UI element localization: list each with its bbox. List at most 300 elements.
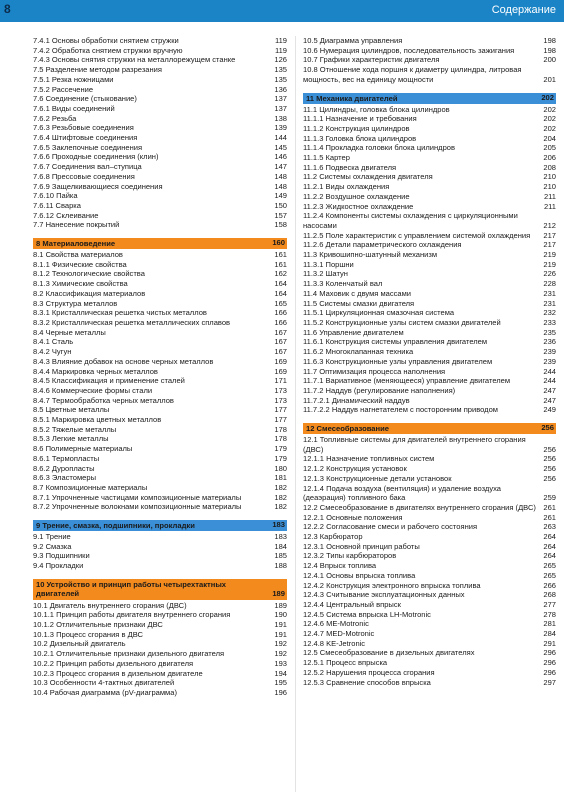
toc-entry-page: 198 <box>543 36 556 45</box>
toc-entry-title: 11.3.3 Коленчатый вал <box>303 279 383 289</box>
toc-entry[interactable] <box>303 571 556 581</box>
toc-entry-page: 161 <box>274 259 287 269</box>
toc-entry[interactable] <box>33 182 287 192</box>
toc-entry[interactable] <box>33 220 287 230</box>
toc-entry-title: 9.3 Подшипники <box>33 551 90 561</box>
toc-entry-title: 11.4 Маховик с двумя массами <box>303 288 412 298</box>
toc-entry-page: 191 <box>274 629 287 639</box>
toc-entry[interactable] <box>33 601 287 611</box>
toc-entry[interactable] <box>33 191 287 201</box>
chapter-heading[interactable] <box>303 93 556 104</box>
toc-entry-page: 244 <box>543 376 556 386</box>
toc-entry-title: 12.4.2 Конструкция электронного впрыска топлива <box>303 580 481 590</box>
toc-entry-page: 166 <box>274 308 287 318</box>
toc-entry-page: 219 <box>543 250 556 260</box>
toc-entry[interactable] <box>33 464 287 474</box>
toc-entry[interactable] <box>303 308 556 318</box>
toc-entry-title: 7.6.12 Склеивание <box>33 210 99 220</box>
chapter-heading[interactable] <box>303 423 556 434</box>
toc-entry[interactable] <box>33 347 287 357</box>
toc-entry-page: 135 <box>274 74 287 84</box>
toc-entry[interactable] <box>303 386 556 396</box>
toc-entry[interactable] <box>303 65 556 84</box>
toc-entry-title: 11.7 Оптимизация процесса наполнения <box>303 366 446 376</box>
toc-entry[interactable] <box>303 202 556 212</box>
toc-entry-title: 8.7.2 Упрочненные волокнами композиционные материалы <box>33 502 242 512</box>
toc-entry-page: 228 <box>543 279 556 289</box>
toc-entry-title: 8.7.1 Упрочненные частицами композиционные материалы <box>33 492 242 502</box>
toc-entry[interactable] <box>33 337 287 347</box>
toc-entry-title: 9 Трение, смазка, подшипники, прокладки <box>36 521 195 531</box>
toc-entry-title: 12.5 Смесеобразование в дизельных двигателях <box>303 648 475 658</box>
toc-entry[interactable] <box>303 581 556 591</box>
toc-entry-page: 126 <box>274 55 287 65</box>
toc-entry-page: 264 <box>543 532 556 542</box>
toc-entry-title: 8.4.7 Термообработка черных металлов <box>33 395 174 405</box>
toc-entry-page: 157 <box>274 210 287 220</box>
toc-entry-page: 256 <box>543 473 556 483</box>
toc-entry-title: 11.5.1 Циркуляционная смазочная система <box>303 308 455 318</box>
toc-entry[interactable] <box>33 250 287 260</box>
toc-entry[interactable] <box>303 405 556 415</box>
toc-entry[interactable] <box>33 639 287 649</box>
toc-entry-page: 164 <box>274 279 287 289</box>
toc-entry[interactable] <box>33 678 287 688</box>
toc-entry[interactable] <box>303 250 556 260</box>
toc-entry-page: 162 <box>274 269 287 279</box>
toc-entry-title: 10.2 Дизельный двигатель <box>33 639 126 649</box>
toc-entry-page: 136 <box>274 84 287 94</box>
toc-entry-page: 119 <box>274 36 287 45</box>
toc-entry[interactable] <box>33 75 287 85</box>
toc-entry-page: 211 <box>543 191 556 201</box>
toc-entry-title: 8.3 Структура металлов <box>33 298 118 308</box>
toc-entry[interactable] <box>303 668 556 678</box>
toc-entry-title: 11.6 Управление двигателем <box>303 327 404 337</box>
toc-entry-page: 182 <box>274 502 287 512</box>
toc-entry-title: 12.3 Карбюратор <box>303 532 363 542</box>
toc-entry-page: 256 <box>543 444 556 454</box>
toc-entry-title: 8.4.6 Коммерческие формы стали <box>33 385 153 395</box>
toc-entry-title: 10.1.1 Принцип работы двигателя внутреннего сгорания <box>33 610 231 620</box>
toc-entry-page: 210 <box>543 172 556 182</box>
toc-entry[interactable] <box>303 182 556 192</box>
column-divider <box>295 36 296 792</box>
toc-entry-page: 173 <box>274 385 287 395</box>
toc-entry[interactable] <box>33 425 287 435</box>
toc-entry-page: 144 <box>274 133 287 143</box>
toc-entry-page: 261 <box>543 502 556 512</box>
toc-entry[interactable] <box>303 357 556 367</box>
toc-entry-title: 11.7.2.2 Наддув нагнетателем с посторонним приводом <box>303 405 498 415</box>
toc-entry-title: 10.2.2 Принцип работы дизельного двигателя <box>33 658 194 668</box>
toc-entry[interactable] <box>33 36 287 46</box>
toc-entry[interactable] <box>303 454 556 464</box>
toc-entry[interactable] <box>303 600 556 610</box>
toc-entry[interactable] <box>33 299 287 309</box>
toc-entry[interactable] <box>303 231 556 241</box>
toc-entry-title: 7.6.10 Пайка <box>33 191 78 201</box>
toc-entry[interactable] <box>303 114 556 124</box>
toc-entry[interactable] <box>303 464 556 474</box>
toc-entry-title: 10.2.3 Процесс сгорания в дизельном двигателе <box>33 668 203 678</box>
toc-entry[interactable] <box>303 435 556 454</box>
toc-entry[interactable] <box>33 94 287 104</box>
toc-entry[interactable] <box>303 503 556 513</box>
toc-entry-title: 10.8 Отношение хода поршня к диаметру цилиндра, литровая мощность, вес на единицу мощности <box>303 65 522 84</box>
toc-entry[interactable] <box>33 46 287 56</box>
toc-entry[interactable] <box>33 620 287 630</box>
toc-entry-title: 8.4.3 Влияние добавок на основе черных металлов <box>33 356 214 366</box>
toc-entry-title: 8.6.2 Дуропласты <box>33 463 95 473</box>
toc-entry[interactable] <box>33 55 287 65</box>
toc-entry[interactable] <box>303 590 556 600</box>
toc-entry[interactable] <box>33 415 287 425</box>
toc-entry[interactable] <box>303 513 556 523</box>
toc-entry-page: 161 <box>274 250 287 260</box>
toc-entry-title: 8.5.2 Тяжелые металлы <box>33 424 117 434</box>
toc-entry-page: 202 <box>543 123 556 133</box>
toc-entry-page: 178 <box>274 434 287 444</box>
toc-entry[interactable] <box>33 396 287 406</box>
toc-entry[interactable] <box>33 405 287 415</box>
toc-entry-page: 256 <box>543 464 556 474</box>
toc-entry[interactable] <box>303 678 556 688</box>
toc-entry-page: 265 <box>543 561 556 571</box>
toc-entry[interactable] <box>303 522 556 532</box>
toc-entry-page: 183 <box>274 532 287 542</box>
toc-entry-title: 8.7 Композиционные материалы <box>33 482 148 492</box>
toc-entry-title: 11.6.3 Конструкционные узлы управления двигателем <box>303 356 493 366</box>
toc-entry[interactable] <box>303 172 556 182</box>
toc-entry-title: 11.3 Кривошипно-шатунный механизм <box>303 250 438 260</box>
toc-entry-page: 198 <box>543 45 556 55</box>
toc-entry[interactable] <box>33 610 287 620</box>
toc-entry-page: 226 <box>543 269 556 279</box>
toc-entry[interactable] <box>303 619 556 629</box>
toc-entry-page: 217 <box>543 230 556 240</box>
toc-entry-page: 167 <box>274 347 287 357</box>
toc-entry[interactable] <box>33 473 287 483</box>
toc-entry[interactable] <box>33 65 287 75</box>
toc-entry-title: 7.7 Нанесение покрытий <box>33 220 120 230</box>
toc-entry[interactable] <box>33 561 287 571</box>
toc-entry[interactable] <box>303 192 556 202</box>
toc-entry-page: 278 <box>543 609 556 619</box>
toc-entry-page: 263 <box>543 522 556 532</box>
toc-entry-page: 208 <box>543 162 556 172</box>
toc-entry-title: 7.4.3 Основы снятия стружки на металлорежущем станке <box>33 55 236 65</box>
toc-entry[interactable] <box>303 561 556 571</box>
toc-entry[interactable] <box>303 211 556 230</box>
toc-entry-page: 264 <box>543 551 556 561</box>
toc-entry[interactable] <box>303 36 556 46</box>
toc-entry-title: 8.6 Полимерные материалы <box>33 444 133 454</box>
toc-entry[interactable] <box>303 289 556 299</box>
toc-entry[interactable] <box>33 123 287 133</box>
toc-entry-title: 11.1.4 Прокладка головки блока цилиндров <box>303 143 455 153</box>
toc-entry[interactable] <box>303 367 556 377</box>
toc-entry[interactable] <box>33 483 287 493</box>
toc-entry[interactable] <box>303 610 556 620</box>
toc-entry[interactable] <box>303 318 556 328</box>
toc-entry[interactable] <box>33 133 287 143</box>
toc-entry-page: 261 <box>543 512 556 522</box>
toc-entry[interactable] <box>33 114 287 124</box>
toc-entry-title: 12.4.3 Считывание эксплуатационных данных <box>303 590 465 600</box>
toc-entry-page: 204 <box>543 133 556 143</box>
toc-entry-title: 8.6.1 Термопласты <box>33 453 100 463</box>
toc-entry[interactable] <box>303 134 556 144</box>
toc-entry[interactable] <box>303 542 556 552</box>
toc-entry-page: 192 <box>274 639 287 649</box>
toc-entry-page: 296 <box>543 648 556 658</box>
toc-entry-title: 12.4.7 MED-Motronic <box>303 629 375 639</box>
toc-entry[interactable] <box>303 328 556 338</box>
toc-entry-page: 177 <box>274 415 287 425</box>
toc-entry-title: 12.4.5 Система впрыска LH-Motronic <box>303 609 431 619</box>
toc-entry-page: 160 <box>272 238 285 248</box>
toc-entry-title: 7.6.2 Резьба <box>33 113 77 123</box>
toc-entry-title: 10.1.3 Процесс сгорания в ДВС <box>33 629 143 639</box>
toc-entry-title: 7.5.1 Резка ножницами <box>33 74 114 84</box>
toc-entry[interactable] <box>303 639 556 649</box>
toc-entry[interactable] <box>303 143 556 153</box>
toc-entry-title: 8.1.1 Физические свойства <box>33 259 127 269</box>
toc-entry-title: 12.4.1 Основы впрыска топлива <box>303 570 416 580</box>
chapter-heading[interactable] <box>33 238 287 249</box>
toc-entry-page: 236 <box>543 337 556 347</box>
toc-entry-title: 11.1 Цилиндры, головка блока цилиндров <box>303 104 450 114</box>
toc-entry-title: 11.1.6 Подвеска двигателя <box>303 162 397 172</box>
toc-entry-title: 11.5.2 Конструкционные узлы систем смазки двигателей <box>303 317 501 327</box>
toc-entry-page: 201 <box>543 74 556 84</box>
toc-entry-page: 167 <box>274 327 287 337</box>
toc-entry[interactable] <box>303 396 556 406</box>
toc-entry[interactable] <box>33 172 287 182</box>
toc-entry[interactable] <box>303 260 556 270</box>
toc-entry[interactable] <box>303 279 556 289</box>
toc-entry[interactable] <box>33 376 287 386</box>
toc-entry[interactable] <box>33 688 287 698</box>
toc-entry-page: 189 <box>272 589 285 599</box>
toc-entry[interactable] <box>33 367 287 377</box>
toc-entry-title: 8.3.1 Кристаллическая решетка чистых металлов <box>33 308 207 318</box>
toc-entry[interactable] <box>33 386 287 396</box>
toc-entry-page: 239 <box>543 347 556 357</box>
toc-entry[interactable] <box>33 434 287 444</box>
toc-entry-title: 12.3.1 Основной принцип работы <box>303 541 420 551</box>
toc-entry[interactable] <box>33 532 287 542</box>
toc-entry-page: 119 <box>274 45 287 55</box>
toc-entry[interactable] <box>33 162 287 172</box>
toc-entry-title: 12.2.2 Согласование смеси и рабочего состояния <box>303 522 478 532</box>
toc-entry-title: 7.6.9 Защелкивающиеся соединения <box>33 181 163 191</box>
toc-entry[interactable] <box>33 143 287 153</box>
toc-entry[interactable] <box>303 163 556 173</box>
toc-entry-title: 12.1.3 Конструкционные детали установок <box>303 473 452 483</box>
toc-entry[interactable] <box>33 279 287 289</box>
toc-entry-page: 146 <box>274 152 287 162</box>
toc-entry-title: 11.5 Системы смазки двигателя <box>303 298 415 308</box>
toc-entry[interactable] <box>303 648 556 658</box>
toc-entry-title: 7.5 Разделение методом разрезания <box>33 65 162 75</box>
toc-entry-title: 12.3.2 Типы карбюраторов <box>303 551 397 561</box>
toc-entry[interactable] <box>33 289 287 299</box>
toc-entry-page: 164 <box>274 288 287 298</box>
toc-entry[interactable] <box>33 542 287 552</box>
toc-entry-page: 189 <box>274 600 287 610</box>
toc-entry-title: 12.2 Смесеобразование в двигателях внутреннего сгорания (ДВС) <box>303 502 536 512</box>
toc-entry-title: 11.2 Системы охлаждения двигателя <box>303 172 433 182</box>
toc-entry[interactable] <box>303 55 556 65</box>
toc-entry-page: 183 <box>272 520 285 530</box>
toc-entry-page: 192 <box>274 649 287 659</box>
toc-entry-page: 191 <box>274 620 287 630</box>
toc-entry-title: 12.4.4 Центральный впрыск <box>303 599 401 609</box>
toc-entry-page: 211 <box>543 201 556 211</box>
toc-entry-title: 12.1.4 Подача воздуха (вентиляция) и удаление воздуха (деаэрация) топливного бака <box>303 483 501 503</box>
toc-entry-page: 235 <box>543 327 556 337</box>
toc-entry[interactable] <box>33 152 287 162</box>
toc-entry-page: 244 <box>543 366 556 376</box>
toc-entry-page: 202 <box>543 104 556 114</box>
toc-entry[interactable] <box>33 454 287 464</box>
toc-entry[interactable] <box>33 551 287 561</box>
toc-entry[interactable] <box>33 318 287 328</box>
toc-entry[interactable] <box>303 46 556 56</box>
toc-entry-title: 7.6 Соединение (стыкование) <box>33 94 137 104</box>
toc-entry[interactable] <box>33 308 287 318</box>
toc-entry[interactable] <box>303 629 556 639</box>
toc-entry-title: 11.2.3 Жидкостное охлаждение <box>303 201 414 211</box>
toc-entry[interactable] <box>33 659 287 669</box>
toc-entry-title: 8.5 Цветные металлы <box>33 405 110 415</box>
toc-entry[interactable] <box>33 260 287 270</box>
toc-entry[interactable] <box>303 299 556 309</box>
toc-entry-title: 8.4.2 Чугун <box>33 347 72 357</box>
toc-entry[interactable] <box>33 269 287 279</box>
toc-entry-page: 173 <box>274 395 287 405</box>
toc-entry-title: 10.1.2 Отличительные признаки ДВС <box>33 620 163 630</box>
toc-entry[interactable] <box>303 347 556 357</box>
toc-entry[interactable] <box>33 211 287 221</box>
toc-entry-page: 217 <box>543 240 556 250</box>
header-bar <box>0 0 564 22</box>
toc-entry[interactable] <box>33 630 287 640</box>
toc-entry[interactable] <box>303 269 556 279</box>
toc-entry-page: 247 <box>543 395 556 405</box>
toc-entry[interactable] <box>33 649 287 659</box>
toc-entry[interactable] <box>303 105 556 115</box>
toc-entry-title: 12.2.1 Основные положения <box>303 512 403 522</box>
toc-entry[interactable] <box>303 484 556 503</box>
toc-entry-title: 12.4.8 KE-Jetronic <box>303 638 366 648</box>
toc-entry[interactable] <box>33 669 287 679</box>
toc-entry-title: 11.2.1 Виды охлаждения <box>303 182 390 192</box>
toc-entry-page: 291 <box>543 638 556 648</box>
toc-entry[interactable] <box>303 474 556 484</box>
toc-entry-title: 11.2.6 Детали параметрического охлаждения <box>303 240 462 250</box>
toc-entry[interactable] <box>33 357 287 367</box>
toc-entry[interactable] <box>303 551 556 561</box>
toc-entry-title: 8.1.3 Химические свойства <box>33 279 128 289</box>
toc-entry-title: 11.2.4 Компоненты системы охлаждения с циркуляционными насосами <box>303 211 518 230</box>
toc-entry-page: 296 <box>543 667 556 677</box>
toc-entry-page: 297 <box>543 677 556 687</box>
toc-entry[interactable] <box>303 337 556 347</box>
toc-entry-title: 12.4 Впрыск топлива <box>303 561 377 571</box>
toc-entry-title: 10.7 Графики характеристик двигателя <box>303 55 440 65</box>
toc-entry-page: 167 <box>274 337 287 347</box>
toc-entry-page: 169 <box>274 356 287 366</box>
toc-entry-title: 11 Механика двигателей <box>306 93 398 103</box>
toc-entry-title: 7.6.3 Резьбовые соединения <box>33 123 134 133</box>
toc-entry-title: 11.6.1 Конструкция системы управления двигателем <box>303 337 488 347</box>
toc-entry-page: 196 <box>274 688 287 697</box>
toc-entry-page: 256 <box>543 454 556 464</box>
toc-entry[interactable] <box>303 658 556 668</box>
toc-entry[interactable] <box>33 201 287 211</box>
toc-entry[interactable] <box>303 532 556 542</box>
toc-entry-page: 166 <box>274 317 287 327</box>
toc-entry-title: 10.4 Рабочая диаграмма (pV-диаграмма) <box>33 688 177 697</box>
toc-entry[interactable] <box>33 328 287 338</box>
toc-entry-page: 190 <box>274 610 287 620</box>
toc-entry[interactable] <box>303 376 556 386</box>
toc-entry[interactable] <box>33 85 287 95</box>
toc-entry-title: 7.6.4 Штифтовые соединения <box>33 133 138 143</box>
toc-entry-title: 8.6.3 Эластомеры <box>33 473 97 483</box>
toc-entry-page: 137 <box>274 103 287 113</box>
toc-entry-page: 264 <box>543 541 556 551</box>
toc-entry-title: 12.5.1 Процесс впрыска <box>303 658 388 668</box>
toc-entry-page: 194 <box>274 668 287 678</box>
toc-entry-page: 239 <box>543 356 556 366</box>
toc-entry[interactable] <box>33 104 287 114</box>
toc-entry-page: 212 <box>543 220 556 230</box>
toc-entry-page: 202 <box>541 92 554 102</box>
toc-entry[interactable] <box>303 240 556 250</box>
toc-entry-title: 10.1 Двигатель внутреннего сгорания (ДВС) <box>33 600 187 610</box>
toc-entry[interactable] <box>33 493 287 503</box>
toc-entry-title: 10.5 Диаграмма управления <box>303 36 403 45</box>
toc-entry-title: 11.7.2 Наддув (регулирование наполнения) <box>303 385 456 395</box>
chapter-heading[interactable] <box>33 579 287 600</box>
toc-entry-page: 182 <box>274 492 287 502</box>
toc-entry-page: 158 <box>274 220 287 230</box>
toc-entry-title: 11.7.2.1 Динамический наддув <box>303 395 410 405</box>
toc-entry-title: 7.6.5 Заклепочные соединения <box>33 142 143 152</box>
toc-entry-title: 7.5.2 Рассечение <box>33 84 94 94</box>
toc-entry-page: 231 <box>543 298 556 308</box>
toc-entry-page: 177 <box>274 405 287 415</box>
toc-entry-page: 148 <box>274 171 287 181</box>
chapter-heading[interactable] <box>33 520 287 531</box>
toc-entry[interactable] <box>303 153 556 163</box>
toc-entry-page: 202 <box>543 114 556 124</box>
toc-entry-title: 11.2.2 Воздушное охлаждение <box>303 191 410 201</box>
toc-entry[interactable] <box>33 444 287 454</box>
toc-entry-title: 10 Устройство и принцип работы четырехтактных двигателей <box>36 579 227 599</box>
section-title: Содержание <box>491 4 556 16</box>
toc-entry-page: 145 <box>274 142 287 152</box>
toc-entry-page: 182 <box>274 482 287 492</box>
toc-entry[interactable] <box>303 124 556 134</box>
toc-entry-page: 147 <box>274 162 287 172</box>
toc-entry[interactable] <box>33 502 287 512</box>
toc-entry-title: 8.1.2 Технологические свойства <box>33 269 145 279</box>
